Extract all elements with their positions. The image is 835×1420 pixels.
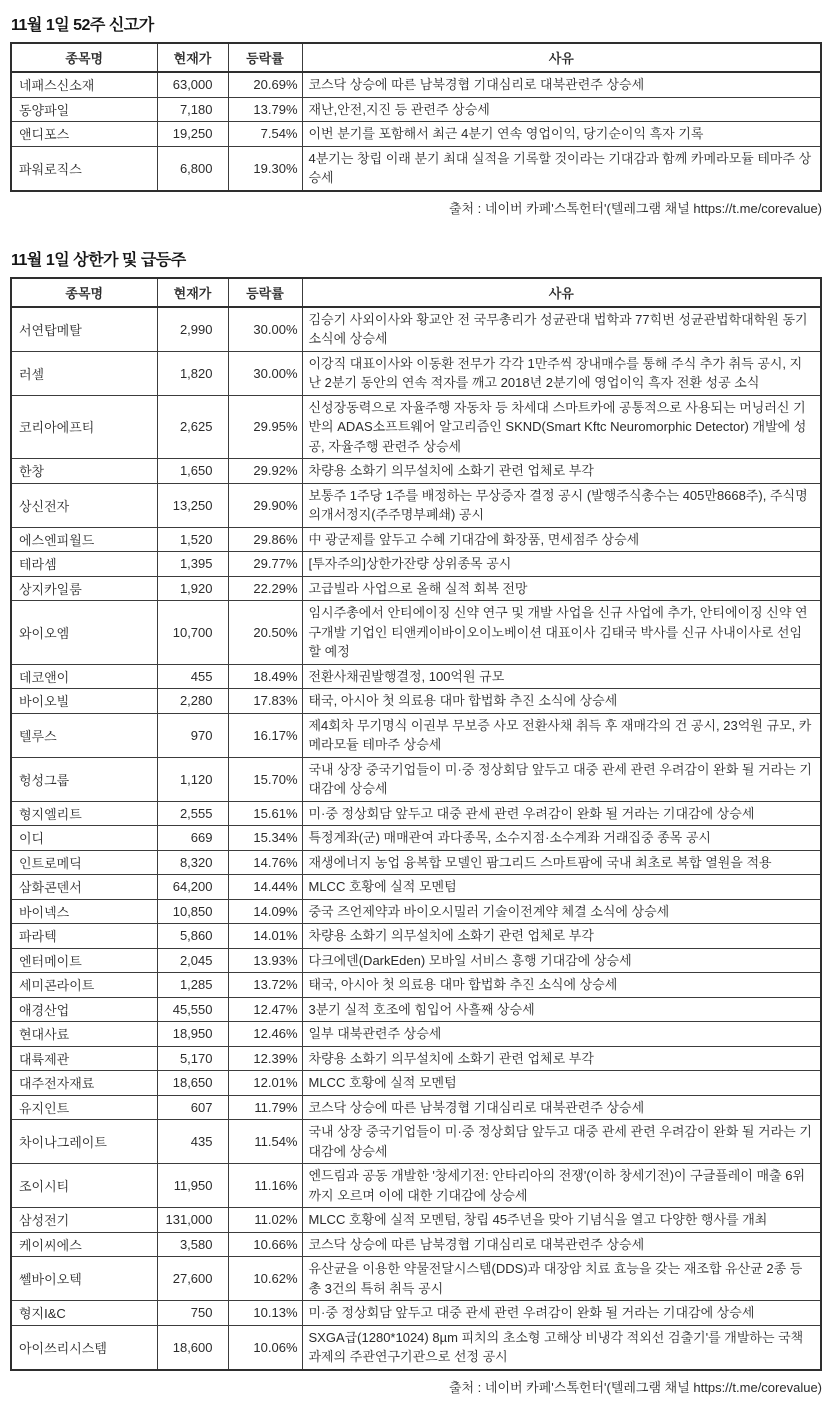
change-rate-cell: 14.76% [228, 850, 302, 875]
reason-cell: 중국 즈언제약과 바이오시밀러 기술이전계약 체결 소식에 상승세 [302, 899, 821, 924]
source-note: 출처 : 네이버 카페'스톡헌터'(텔레그램 채널 https://t.me/corevalue) [448, 1379, 822, 1395]
current-price-cell: 5,170 [157, 1046, 228, 1071]
table-row [11, 146, 821, 191]
change-rate-cell: 13.72% [228, 973, 302, 998]
current-price-cell: 7,180 [157, 97, 228, 122]
column-header-change-rate: 등락률 [228, 43, 302, 72]
current-price-cell: 1,650 [157, 459, 228, 484]
table-row [11, 689, 821, 714]
change-rate-cell: 29.86% [228, 527, 302, 552]
change-rate-cell: 10.62% [228, 1257, 302, 1301]
change-rate-cell: 11.54% [228, 1120, 302, 1164]
reason-cell: 일부 대북관련주 상승세 [302, 1022, 821, 1047]
current-price-cell: 3,580 [157, 1232, 228, 1257]
column-header-stock-name: 종목명 [11, 278, 157, 307]
reason-cell: 임시주총에서 안티에이징 신약 연구 및 개발 사업을 신규 사업에 추가, 안티에이징 신약 연구개발 기업인 티앤케이바이오이노베이션 대표이사 김태국 박사를 신규 사내이사로 선임 할 예정 [302, 601, 821, 665]
reason-cell: 3분기 실적 호조에 힘입어 사흘째 상승세 [302, 997, 821, 1022]
change-rate-cell: 30.00% [228, 351, 302, 395]
table-row [11, 948, 821, 973]
current-price-cell: 1,395 [157, 552, 228, 577]
change-rate-cell: 7.54% [228, 122, 302, 147]
stock-name-cell: 코리아에프티 [11, 395, 157, 459]
stock-name-cell: 형지I&C [11, 1301, 157, 1326]
table-row [11, 899, 821, 924]
change-rate-cell: 20.50% [228, 601, 302, 665]
table-row [11, 97, 821, 122]
table-row [11, 1208, 821, 1233]
current-price-cell: 10,850 [157, 899, 228, 924]
reason-cell: 특정계좌(군) 매매관여 과다종목, 소수지점·소수계좌 거래집중 종목 공시 [302, 826, 821, 851]
stock-name-cell: 파라텍 [11, 924, 157, 949]
stock-name-cell: 테라셈 [11, 552, 157, 577]
reason-cell: 차량용 소화기 의무설치에 소화기 관련 업체로 부각 [302, 1046, 821, 1071]
column-header-current-price: 현재가 [157, 43, 228, 72]
table-row [11, 552, 821, 577]
change-rate-cell: 29.77% [228, 552, 302, 577]
change-rate-cell: 12.46% [228, 1022, 302, 1047]
current-price-cell: 131,000 [157, 1208, 228, 1233]
section-limit-up-stocks [10, 247, 823, 1396]
reason-cell: 태국, 아시아 첫 의료용 대마 합법화 추진 소식에 상승세 [302, 973, 821, 998]
stock-name-cell: 조이시티 [11, 1164, 157, 1208]
reason-cell: 전환사채권발행결정, 100억원 규모 [302, 664, 821, 689]
stock-name-cell: 삼화콘덴서 [11, 875, 157, 900]
change-rate-cell: 10.66% [228, 1232, 302, 1257]
current-price-cell: 970 [157, 713, 228, 757]
stock-name-cell: 서연탑메탈 [11, 307, 157, 352]
stock-name-cell: 데코앤이 [11, 664, 157, 689]
stock-name-cell: 차이나그레이트 [11, 1120, 157, 1164]
reason-cell: [투자주의]상한가잔량 상위종목 공시 [302, 552, 821, 577]
reason-cell: 다크에덴(DarkEden) 모바일 서비스 흥행 기대감에 상승세 [302, 948, 821, 973]
reason-cell: 코스닥 상승에 따른 남북경협 기대심리로 대북관련주 상승세 [302, 1232, 821, 1257]
table-row [11, 1071, 821, 1096]
reason-cell: 차량용 소화기 의무설치에 소화기 관련 업체로 부각 [302, 459, 821, 484]
change-rate-cell: 17.83% [228, 689, 302, 714]
stock-name-cell: 아이쓰리시스템 [11, 1325, 157, 1370]
table-row [11, 875, 821, 900]
current-price-cell: 2,045 [157, 948, 228, 973]
current-price-cell: 435 [157, 1120, 228, 1164]
reason-cell: 차량용 소화기 의무설치에 소화기 관련 업체로 부각 [302, 924, 821, 949]
current-price-cell: 45,550 [157, 997, 228, 1022]
reason-cell: 4분기는 창립 이래 분기 최대 실적을 기록할 것이라는 기대감과 함께 카메라모듈 테마주 상승세 [302, 146, 821, 191]
current-price-cell: 27,600 [157, 1257, 228, 1301]
stock-name-cell: 현대사료 [11, 1022, 157, 1047]
stock-name-cell: 와이오엠 [11, 601, 157, 665]
table-row [11, 664, 821, 689]
current-price-cell: 13,250 [157, 483, 228, 527]
table-row [11, 757, 821, 801]
stock-name-cell: 에스엔피월드 [11, 527, 157, 552]
table-title-limit-up: 11월 1일 상한가 및 급등주 [11, 251, 186, 269]
stock-name-cell: 삼성전기 [11, 1208, 157, 1233]
reason-cell: 이번 분기를 포함해서 최근 4분기 연속 영업이익, 당기순이익 흑자 기록 [302, 122, 821, 147]
change-rate-cell: 29.92% [228, 459, 302, 484]
table-row [11, 1046, 821, 1071]
stock-table-limit-up [10, 277, 822, 1371]
stock-name-cell: 바이넥스 [11, 899, 157, 924]
table-row [11, 601, 821, 665]
current-price-cell: 6,800 [157, 146, 228, 191]
column-header-change-rate: 등락률 [228, 278, 302, 307]
column-header-stock-name: 종목명 [11, 43, 157, 72]
change-rate-cell: 11.02% [228, 1208, 302, 1233]
table-row [11, 1120, 821, 1164]
reason-cell: 보통주 1주당 1주를 배정하는 무상증자 결정 공시 (발행주식총수는 405만8668주), 주식명의개서정지(주주명부폐쇄) 공시 [302, 483, 821, 527]
table-row [11, 395, 821, 459]
reason-cell: MLCC 호황에 실적 모멘텀 [302, 875, 821, 900]
change-rate-cell: 10.13% [228, 1301, 302, 1326]
table-row [11, 1257, 821, 1301]
reason-cell: 재생에너지 농업 융복합 모델인 팜그리드 스마트팜에 국내 최초로 복합 열원을 적용 [302, 850, 821, 875]
table-header-row [11, 43, 821, 72]
current-price-cell: 2,555 [157, 801, 228, 826]
change-rate-cell: 14.09% [228, 899, 302, 924]
reason-cell: 국내 상장 중국기업들이 미·중 정상회담 앞두고 대중 관세 관련 우려감이 완화 될 거라는 기대감에 상승세 [302, 757, 821, 801]
table-row [11, 527, 821, 552]
stock-table-52week-high [10, 42, 822, 192]
stock-name-cell: 세미콘라이트 [11, 973, 157, 998]
table-row [11, 459, 821, 484]
reason-cell: SXGA급(1280*1024) 8µm 피치의 초소형 고해상 비냉각 적외선 검출기'를 개발하는 국책과제의 주관연구기관으로 선정 공시 [302, 1325, 821, 1370]
reason-cell: 고급빌라 사업으로 올해 실적 회복 전망 [302, 576, 821, 601]
table-row [11, 307, 821, 352]
change-rate-cell: 11.16% [228, 1164, 302, 1208]
table-row [11, 122, 821, 147]
change-rate-cell: 14.01% [228, 924, 302, 949]
change-rate-cell: 15.61% [228, 801, 302, 826]
stock-name-cell: 헝성그룹 [11, 757, 157, 801]
table-row [11, 997, 821, 1022]
current-price-cell: 669 [157, 826, 228, 851]
change-rate-cell: 18.49% [228, 664, 302, 689]
current-price-cell: 2,280 [157, 689, 228, 714]
stock-name-cell: 파워로직스 [11, 146, 157, 191]
reason-cell: 미·중 정상회담 앞두고 대중 관세 관련 우려감이 완화 될 거라는 기대감에 상승세 [302, 1301, 821, 1326]
table-row [11, 483, 821, 527]
change-rate-cell: 30.00% [228, 307, 302, 352]
current-price-cell: 18,600 [157, 1325, 228, 1370]
current-price-cell: 18,650 [157, 1071, 228, 1096]
stock-name-cell: 한창 [11, 459, 157, 484]
current-price-cell: 10,700 [157, 601, 228, 665]
current-price-cell: 64,200 [157, 875, 228, 900]
table-title-52week-high: 11월 1일 52주 신고가 [11, 17, 154, 34]
table-row [11, 850, 821, 875]
change-rate-cell: 11.79% [228, 1095, 302, 1120]
reason-cell: 코스닥 상승에 따른 남북경협 기대심리로 대북관련주 상승세 [302, 72, 821, 97]
current-price-cell: 63,000 [157, 72, 228, 97]
stock-name-cell: 형지엘리트 [11, 801, 157, 826]
table-row [11, 351, 821, 395]
table-row [11, 801, 821, 826]
source-note: 출처 : 네이버 카페'스톡헌터'(텔레그램 채널 https://t.me/corevalue) [448, 200, 822, 216]
current-price-cell: 19,250 [157, 122, 228, 147]
change-rate-cell: 20.69% [228, 72, 302, 97]
stock-name-cell: 러셀 [11, 351, 157, 395]
change-rate-cell: 16.17% [228, 713, 302, 757]
current-price-cell: 1,120 [157, 757, 228, 801]
stock-name-cell: 상지카일룸 [11, 576, 157, 601]
stock-name-cell: 이디 [11, 826, 157, 851]
reason-cell: 유산균을 이용한 약물전달시스템(DDS)과 대장암 치료 효능을 갖는 재조합 유산균 2종 등 총 3건의 특허 취득 공시 [302, 1257, 821, 1301]
reason-cell: 태국, 아시아 첫 의료용 대마 합법화 추진 소식에 상승세 [302, 689, 821, 714]
current-price-cell: 2,990 [157, 307, 228, 352]
reason-cell: MLCC 호황에 실적 모멘텀, 창립 45주년을 맞아 기념식을 열고 다양한 행사를 개최 [302, 1208, 821, 1233]
stock-name-cell: 엔터메이트 [11, 948, 157, 973]
stock-name-cell: 상신전자 [11, 483, 157, 527]
stock-name-cell: 케이씨에스 [11, 1232, 157, 1257]
table-row [11, 576, 821, 601]
current-price-cell: 18,950 [157, 1022, 228, 1047]
stock-name-cell: 대주전자재료 [11, 1071, 157, 1096]
section-gap [10, 217, 823, 247]
stock-name-cell: 인트로메딕 [11, 850, 157, 875]
column-header-reason: 사유 [302, 43, 821, 72]
section-52week-high [10, 12, 823, 217]
reason-cell: 코스닥 상승에 따른 남북경협 기대심리로 대북관련주 상승세 [302, 1095, 821, 1120]
change-rate-cell: 29.95% [228, 395, 302, 459]
stock-name-cell: 쎌바이오텍 [11, 1257, 157, 1301]
table-row [11, 1301, 821, 1326]
table-row [11, 924, 821, 949]
change-rate-cell: 13.93% [228, 948, 302, 973]
change-rate-cell: 14.44% [228, 875, 302, 900]
change-rate-cell: 15.34% [228, 826, 302, 851]
change-rate-cell: 29.90% [228, 483, 302, 527]
change-rate-cell: 22.29% [228, 576, 302, 601]
current-price-cell: 11,950 [157, 1164, 228, 1208]
table-row [11, 713, 821, 757]
stock-name-cell: 네패스신소재 [11, 72, 157, 97]
current-price-cell: 1,520 [157, 527, 228, 552]
change-rate-cell: 12.01% [228, 1071, 302, 1096]
stock-name-cell: 바이오빌 [11, 689, 157, 714]
change-rate-cell: 19.30% [228, 146, 302, 191]
table-row [11, 1022, 821, 1047]
reason-cell: 이강직 대표이사와 이동환 전무가 각각 1만주씩 장내매수를 통해 주식 추가 취득 공시, 지난 2분기 동안의 연속 적자를 깨고 2018년 2분기에 영업이익 흑자 전환 성공 소식 [302, 351, 821, 395]
current-price-cell: 8,320 [157, 850, 228, 875]
reason-cell: 신성장동력으로 자율주행 자동차 등 차세대 스마트카에 공통적으로 사용되는 머닝러신 기반의 ADAS소프트웨어 알고리즘인 SKND(Smart Kftc Neuromorphic Detector) 개발에 성공, 자율주행 관련주 상승세 [302, 395, 821, 459]
reason-cell: 미·중 정상회담 앞두고 대중 관세 관련 우려감이 완화 될 거라는 기대감에 상승세 [302, 801, 821, 826]
current-price-cell: 750 [157, 1301, 228, 1326]
stock-name-cell: 유지인트 [11, 1095, 157, 1120]
reason-cell: 재난,안전,지진 등 관련주 상승세 [302, 97, 821, 122]
current-price-cell: 5,860 [157, 924, 228, 949]
stock-name-cell: 텔루스 [11, 713, 157, 757]
table-row [11, 1232, 821, 1257]
change-rate-cell: 15.70% [228, 757, 302, 801]
table-row [11, 826, 821, 851]
reason-cell: 김승기 사외이사와 황교안 전 국무총리가 성균관대 법학과 77힉번 성균관법학대학원 동기소식에 상승세 [302, 307, 821, 352]
stock-name-cell: 앤디포스 [11, 122, 157, 147]
reason-cell: 中 광군제를 앞두고 수혜 기대감에 화장품, 면세점주 상승세 [302, 527, 821, 552]
current-price-cell: 607 [157, 1095, 228, 1120]
change-rate-cell: 12.39% [228, 1046, 302, 1071]
change-rate-cell: 10.06% [228, 1325, 302, 1370]
reason-cell: 엔드림과 공동 개발한 '창세기전: 안타리아의 전쟁'(이하 창세기전)이 구글플레이 매출 6위까지 오르며 이에 대한 기대감에 상승세 [302, 1164, 821, 1208]
column-header-current-price: 현재가 [157, 278, 228, 307]
change-rate-cell: 13.79% [228, 97, 302, 122]
current-price-cell: 1,285 [157, 973, 228, 998]
reason-cell: 제4회차 무기명식 이권부 무보증 사모 전환사채 취득 후 재매각의 건 공시, 23억원 규모, 카메라모듈 테마주 상승세 [302, 713, 821, 757]
table-row [11, 1095, 821, 1120]
current-price-cell: 2,625 [157, 395, 228, 459]
table-header-row [11, 278, 821, 307]
reason-cell: 국내 상장 중국기업들이 미·중 정상회담 앞두고 대중 관세 관련 우려감이 완화 될 거라는 기대감에 상승세 [302, 1120, 821, 1164]
stock-name-cell: 애경산업 [11, 997, 157, 1022]
current-price-cell: 1,920 [157, 576, 228, 601]
table-row [11, 1164, 821, 1208]
table-row [11, 72, 821, 97]
table-row [11, 973, 821, 998]
column-header-reason: 사유 [302, 278, 821, 307]
stock-name-cell: 대륙제관 [11, 1046, 157, 1071]
change-rate-cell: 12.47% [228, 997, 302, 1022]
stock-name-cell: 동양파일 [11, 97, 157, 122]
current-price-cell: 455 [157, 664, 228, 689]
reason-cell: MLCC 호황에 실적 모멘텀 [302, 1071, 821, 1096]
current-price-cell: 1,820 [157, 351, 228, 395]
